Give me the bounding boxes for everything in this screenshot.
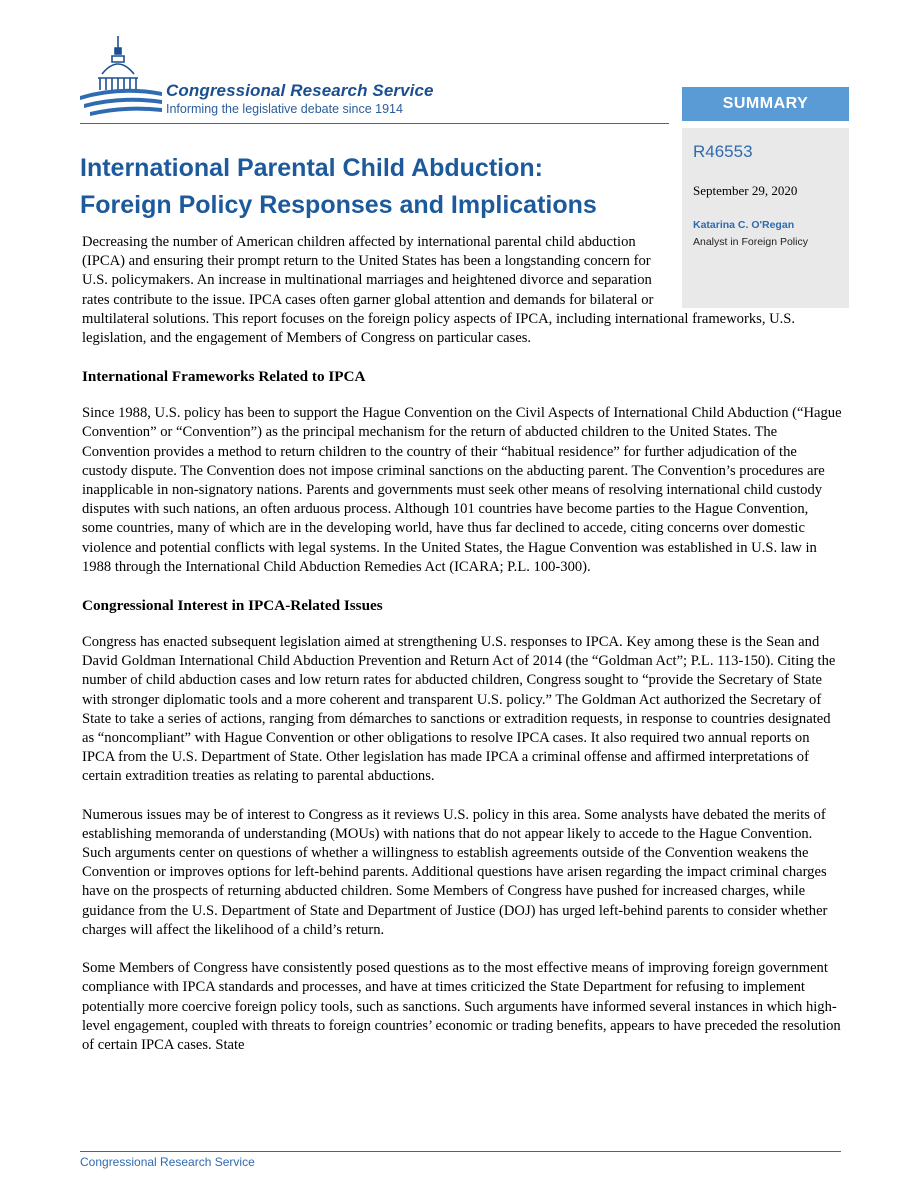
summary-body: [82, 233, 842, 1074]
legislation-paragraph: Congress has enacted subsequent legislation aimed at strengthening U.S. responses to IPCA. Key among these is the Sean and David Goldman International Child Abduction Prevention and Return Act of 2014 (the “Goldman Act”; P.L. 113-150). Citing the number of child abduction cases and low return rates for abducted children, Congress sought to “provide the Secretary of State with stronger diplomatic tools and a more coherent and transparent U.S. policy.” The Goldman Act authorized the Secretary of State to take a series of actions, ranging from démarches to sanctions or extradition requests, in response to countries designated as “noncompliant” with Hague Convention or other obligations to resolve IPCA cases. It also required two annual reports on IPCA from the U.S. Department of State. Other legislation has made IPCA a criminal offense and affirmed interpretations of certain extradition treaties as relating to parental abductions.: [82, 634, 836, 785]
section-heading-frameworks: International Frameworks Related to IPCA: [82, 368, 366, 386]
report-number: R46553: [693, 142, 753, 161]
capitol-dome-icon: [80, 34, 164, 120]
org-name: Congressional Research Service: [166, 81, 434, 100]
issues-paragraph: Numerous issues may be of interest to Congress as it reviews U.S. policy in this area. Some analysts have debated the merits of establishing memoranda of understanding (MOUs) with nations that do not appear likely to accede to the Hague Convention. Such arguments center on questions of whether a willingness to establish agreements outside of the Convention weakens the Convention or improves options for left-behind parents. Additional questions have arisen regarding the impact criminal charges have on the prospects of returning abducted children. Some Members of Congress have pushed for increased charges, while guidance from the U.S. Department of State and Department of Justice (DOJ) has urged left-behind parents to consider whether charges will affect the likelihood of a child’s return.: [82, 806, 828, 938]
intro-paragraph: Decreasing the number of American children affected by international parental child abduction (IPCA) and ensuring their prompt return to the United States has been a longstanding concern for U.S. policymakers. An increase in multinational marriages and heightened divorce and separation rates contribute to the issue. IPCA cases often garner global attention and demands for bilateral or multilateral solutions. This report focuses on the foreign policy aspects of IPCA, including international frameworks, U.S. legislation, and the engagement of Members of Congress on particular cases.: [82, 234, 796, 347]
title-line-1: International Parental Child Abduction:: [80, 154, 543, 182]
page-title: [80, 150, 660, 224]
org-tagline: Informing the legislative debate since 1914: [166, 102, 403, 116]
summary-banner: [682, 87, 849, 121]
title-line-2: Foreign Policy Responses and Implications: [80, 191, 597, 219]
report-date: September 29, 2020: [693, 183, 798, 198]
frameworks-paragraph: Since 1988, U.S. policy has been to support the Hague Convention on the Civil Aspects of International Child Abduction (“Hague Convention” or “Convention”) as the principal mechanism for the return of abducted children to the United States. The Convention provides a method to return children to the country of their “habitual residence” for further adjudication of the custody dispute. The Convention does not impose criminal sanctions on the abducting parent. The Convention’s procedures are inapplicable in non-signatory nations. Parents and governments must seek other means of resolving international child custody disputes with such nations, an often arduous process. Although 101 countries have become parties to the Hague Convention, some countries, many of which are in the developing world, have thus far declined to accede, citing concerns over domestic violence and potential conflicts with legal systems. In the United States, the Hague Convention was established in U.S. law in 1988 through the International Child Abduction Remedies Act (ICARA; P.L. 100-300).: [82, 405, 842, 575]
section-heading-congress: Congressional Interest in IPCA-Related Issues: [82, 597, 383, 615]
compliance-paragraph: Some Members of Congress have consistently posed questions as to the most effective means of improving foreign government compliance with IPCA standards and processes, and have at times criticized the State Department for refusing to implement potentially more coercive foreign policy tools, such as sanctions. Such arguments have informed several instances in which high-level engagement, coupled with threats to foreign countries’ economic or trading benefits, appears to have preceded the resolution of certain IPCA cases. State: [82, 960, 841, 1053]
header-divider: [80, 123, 669, 124]
crs-logo: [80, 34, 480, 124]
author-title: Analyst in Foreign Policy: [693, 236, 808, 248]
footer-divider: [80, 1151, 841, 1152]
sidebar-spacer: [677, 233, 842, 308]
summary-label: SUMMARY: [722, 95, 809, 112]
author-name[interactable]: Katarina C. O'Regan: [693, 219, 795, 231]
page-footer: Congressional Research Service: [80, 1155, 255, 1169]
